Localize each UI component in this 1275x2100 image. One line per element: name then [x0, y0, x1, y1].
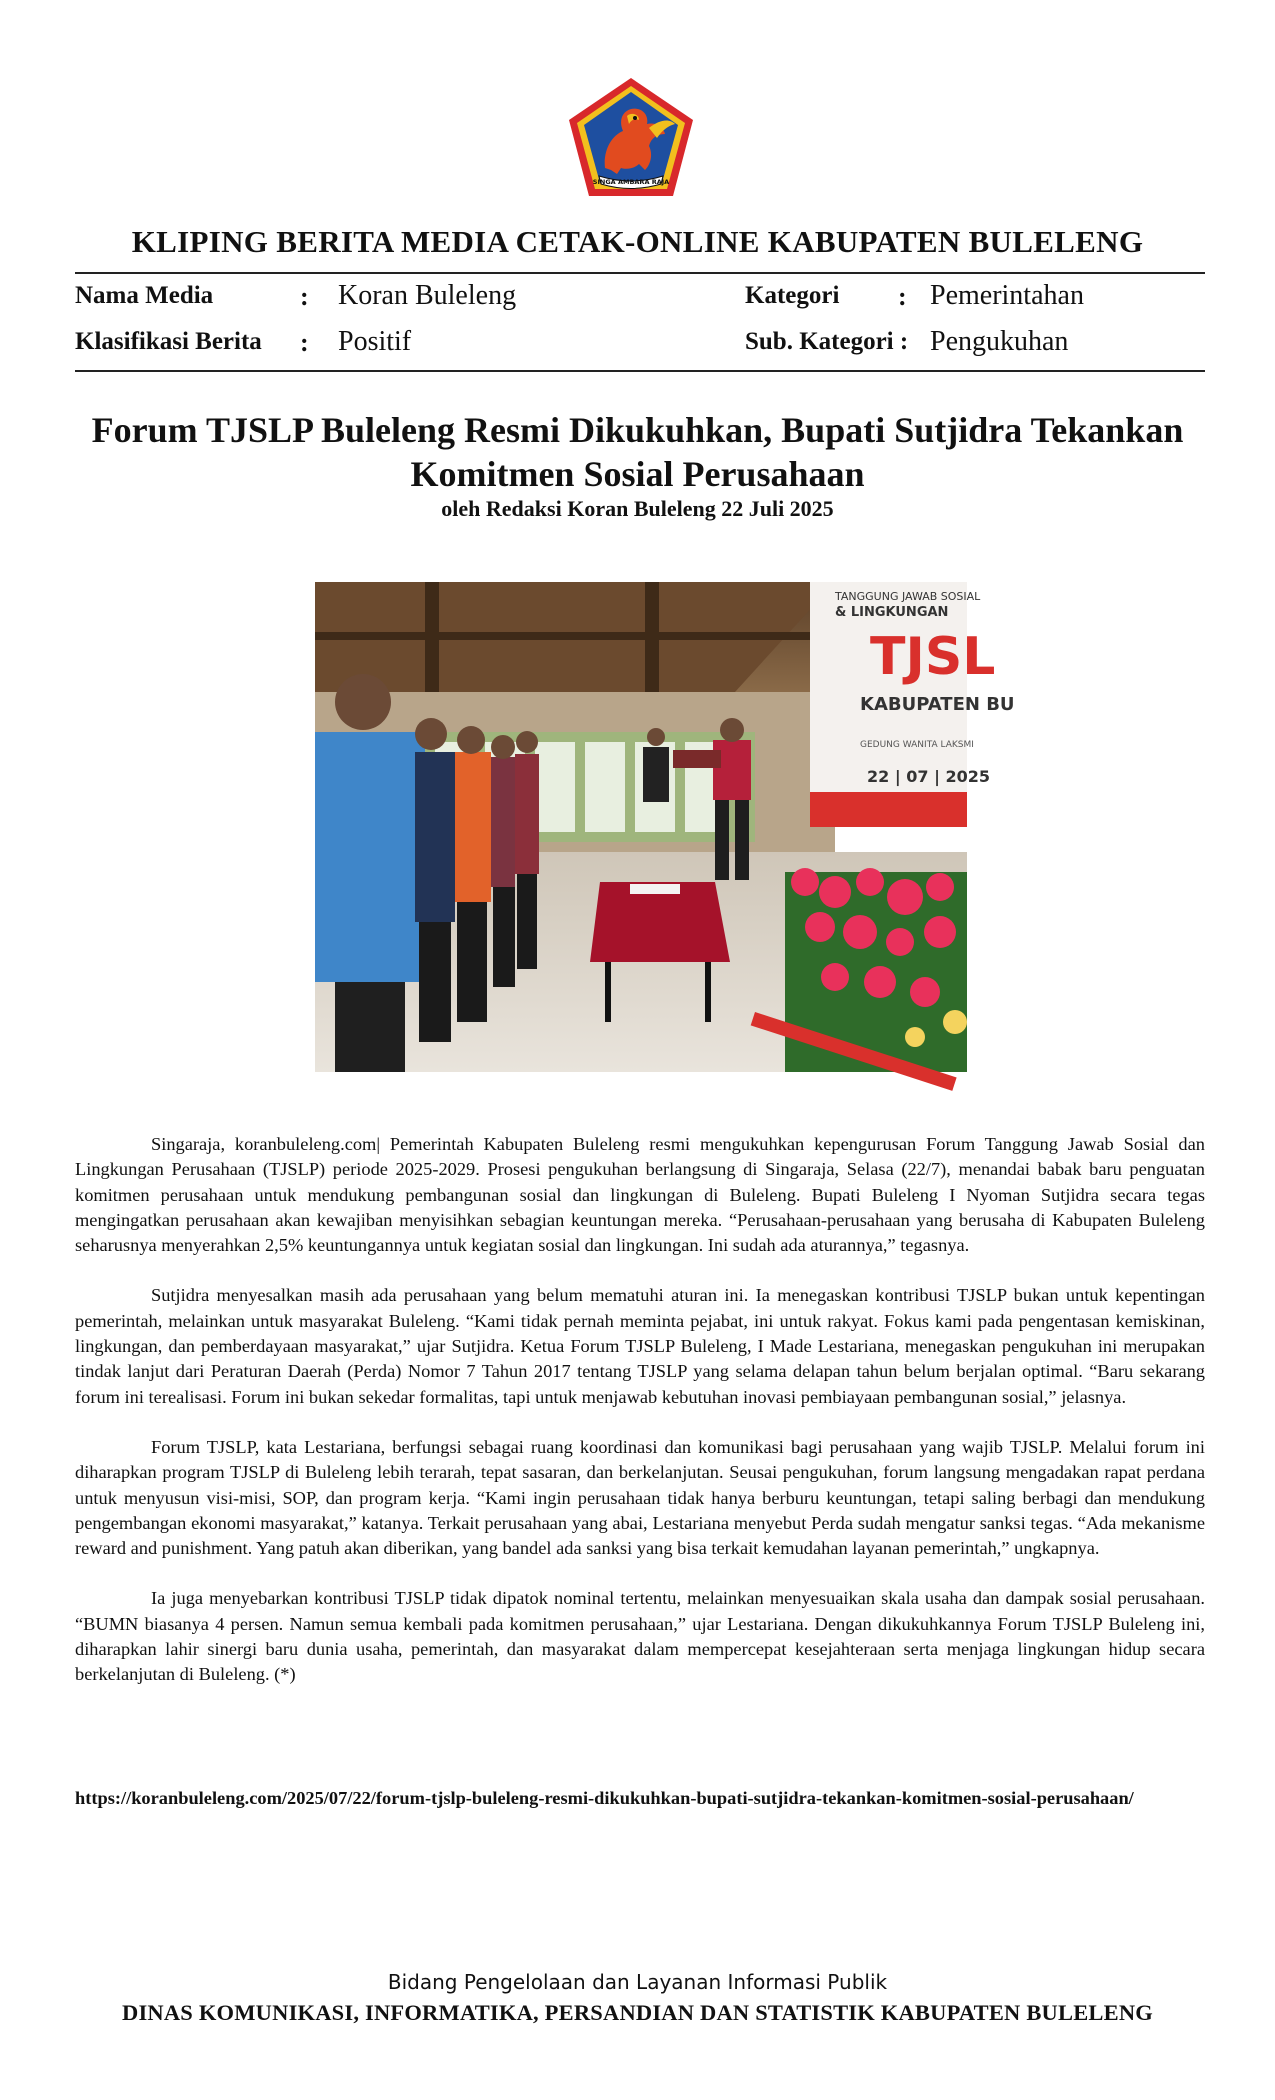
screen-line-3: TJSL	[870, 627, 996, 687]
article-paragraph-2: Sutjidra menyesalkan masih ada perusahaan yang belum mematuhi aturan ini. Ia menegaskan kontribusi TJSLP bukan untuk kepentingan pemerintah, melainkan untuk masyarakat Buleleng. “Kami tidak pernah meminta pejabat, ini untuk rakyat. Fokus kami pada pengentasan kemiskinan, lingkungan, dan pemberdayaan masyarakat,” ujar Sutjidra. Ketua Forum TJSLP Buleleng, I Made Lestariana, menegaskan pengukuhan ini merupakan tindak lanjut dari Peraturan Daerah (Perda) Nomor 7 Tahun 2017 tentang TJSLP yang selama delapan tahun belum berjalan optimal. “Baru sekarang forum ini terealisasi. Forum ini bukan sekedar formalitas, tapi untuk menjawab kebutuhan inovasi pembiayaan pembangunan sosial,” jelasnya.	[75, 1285, 1205, 1407]
logo-motto: SINGA AMBARA RAJA	[592, 178, 670, 186]
sub-category-value: Pengukuhan	[930, 326, 1069, 357]
header-divider-top	[75, 272, 1205, 274]
screen-line-6: 22 | 07 | 2025	[867, 767, 991, 786]
screen-line-2: & LINGKUNGAN	[835, 605, 949, 620]
sub-category-label: Sub. Kategori :	[745, 328, 909, 355]
footer-division: Bidang Pengelolaan dan Layanan Informasi Publik	[387, 1970, 888, 1994]
category-colon: :	[898, 282, 907, 311]
screen-line-5: GEDUNG WANITA LAKSMI	[860, 740, 974, 750]
screen-line-4: KABUPATEN BU	[860, 694, 1015, 715]
news-classification-label: Klasifikasi Berita	[75, 328, 262, 355]
article-photo	[315, 582, 1015, 1072]
media-name-colon: :	[300, 282, 309, 311]
article-paragraph-3: Forum TJSLP, kata Lestariana, berfungsi sebagai ruang koordinasi dan komunikasi bagi perusahaan yang wajib TJSLP. Melalui forum ini diharapkan program TJSLP di Buleleng lebih terarah, tepat sasaran, dan berkelanjutan. Seusai pengukuhan, forum langsung mengadakan rapat perdana untuk menyusun visi-misi, SOP, dan program kerja. “Kami ingin perusahaan tidak hanya berburu keuntungan, tetapi saling berbagi dan mendukung pengembangan ekonomi masyarakat,” katanya. Terkait perusahaan yang abai, Lestariana menyebut Perda sudah mengatur sanksi tegas. “Ada mekanisme reward and punishment. Yang patuh akan diberikan, yang bandel ada sanksi yang bisa terkait kemudahan layanan pemerintah,” ungkapnya.	[75, 1436, 1205, 1559]
article-paragraph-4: Ia juga menyebarkan kontribusi TJSLP tidak dipatok nominal tertentu, melainkan menyesuaikan skala usaha dan dampak sosial perusahaan. “BUMN biasanya 4 persen. Namun semua kembali pada komitmen perusahaan,” ujar Lestariana. Dengan dikukuhkannya Forum TJSLP Buleleng ini, diharapkan lahir sinergi baru dunia usaha, pemerintah, dan masyarakat dalam mempercepat kesejahteraan serta menjaga lingkungan hidup secara berkelanjutan di Buleleng. (*)	[75, 1588, 1205, 1685]
article-title: Forum TJSLP Buleleng Resmi Dikukuhkan, Bupati Sutjidra Tekankan Komitmen Sosial Perusahaan	[91, 410, 1184, 494]
news-classification-value: Positif	[338, 326, 412, 357]
article-byline: oleh Redaksi Koran Buleleng 22 Juli 2025	[441, 496, 834, 521]
clipping-header-title: KLIPING BERITA MEDIA CETAK-ONLINE KABUPATEN BULELENG	[131, 224, 1144, 259]
article-body	[75, 1132, 1205, 1713]
category-label: Kategori	[745, 282, 840, 309]
kabupaten-logo	[565, 76, 697, 200]
category-value: Pemerintahan	[930, 280, 1084, 311]
article-paragraph-1: Singaraja, koranbuleleng.com| Pemerintah Kabupaten Buleleng resmi mengukuhkan kepengurusan Forum Tanggung Jawab Sosial dan Lingkungan Perusahaan (TJSLP) periode 2025-2029. Prosesi pengukuhan berlangsung di Singaraja, Selasa (22/7), menandai babak baru penguatan komitmen perusahaan untuk mendukung pembangunan sosial dan lingkungan di Buleleng. Bupati Buleleng I Nyoman Sutjidra secara tegas mengingatkan perusahaan akan kewajiban menyisihkan sebagian keuntungan mereka. “Perusahaan-perusahaan yang berusaha di Kabupaten Buleleng seharusnya menyerahkan 2,5% keuntungannya untuk kegiatan sosial dan lingkungan. Ini sudah ada aturannya,” tegasnya.	[75, 1134, 1205, 1256]
header-divider-bottom	[75, 370, 1205, 372]
media-name-value: Koran Buleleng	[338, 280, 517, 311]
footer-agency: DINAS KOMUNIKASI, INFORMATIKA, PERSANDIAN DAN STATISTIK KABUPATEN BULELENG	[122, 2000, 1153, 2025]
source-url-link[interactable]: https://koranbuleleng.com/2025/07/22/forum-tjslp-buleleng-resmi-dikukuhkan-bupati-sutjidra-tekankan-komitmen-sosial-perusahaan/	[75, 1788, 1134, 1808]
news-classification-colon: :	[300, 328, 309, 357]
screen-line-1: TANGGUNG JAWAB SOSIAL	[835, 590, 981, 603]
media-name-label: Nama Media	[75, 282, 214, 309]
